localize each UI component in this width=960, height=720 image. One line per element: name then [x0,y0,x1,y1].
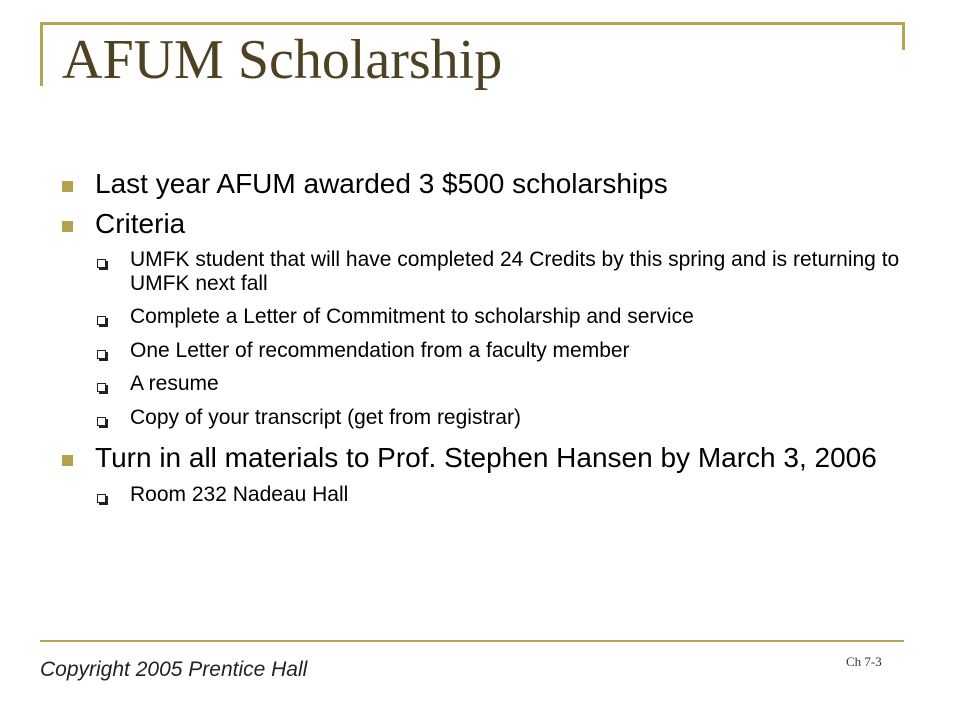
square-bullet-icon [62,181,73,192]
hollow-square-bullet-icon [97,316,106,325]
hollow-square-bullet-icon [97,259,106,268]
bullet-item [60,208,900,240]
copyright-footer: Copyright 2005 Prentice Hall [40,658,308,681]
sub-bullet-text: Complete a Letter of Commitment to scholarship and service [130,305,694,329]
sub-bullet-text: A resume [130,372,219,396]
bullet-item [60,442,900,474]
square-bullet-icon [62,221,73,232]
sub-bullet-text: One Letter of recommendation from a faculty member [130,338,630,362]
frame-bottom-line [40,640,904,642]
bullet-text: Criteria [95,208,186,240]
sub-bullet-item [60,248,900,295]
sub-bullet-text: Copy of your transcript (get from registrar) [130,405,521,429]
sub-bullet-text: Room 232 Nadeau Hall [130,482,349,506]
frame-right-line [902,22,905,50]
sub-bullet-item [60,406,900,430]
frame-left-line [40,22,43,86]
sub-bullet-item [60,339,900,363]
square-bullet-icon [62,455,73,466]
sub-bullet-text: UMFK student that will have completed 24 Credits by this spring and is returning to UMFK next fall [130,248,900,295]
hollow-square-bullet-icon [97,417,106,426]
bullet-item [60,168,900,200]
sub-bullet-item [60,372,900,396]
bullet-text: Turn in all materials to Prof. Stephen Hansen by March 3, 2006 [95,442,877,474]
slide-title: AFUM Scholarship [62,29,503,91]
frame-top-line [40,22,904,25]
hollow-square-bullet-icon [97,350,106,359]
sub-bullet-item [60,483,900,507]
bullet-text: Last year AFUM awarded 3 $500 scholarships [95,168,668,199]
slide-number: Ch 7-3 [846,654,882,669]
hollow-square-bullet-icon [97,494,106,503]
hollow-square-bullet-icon [97,383,106,392]
bullet-list [60,168,900,506]
sub-bullet-item [60,305,900,329]
